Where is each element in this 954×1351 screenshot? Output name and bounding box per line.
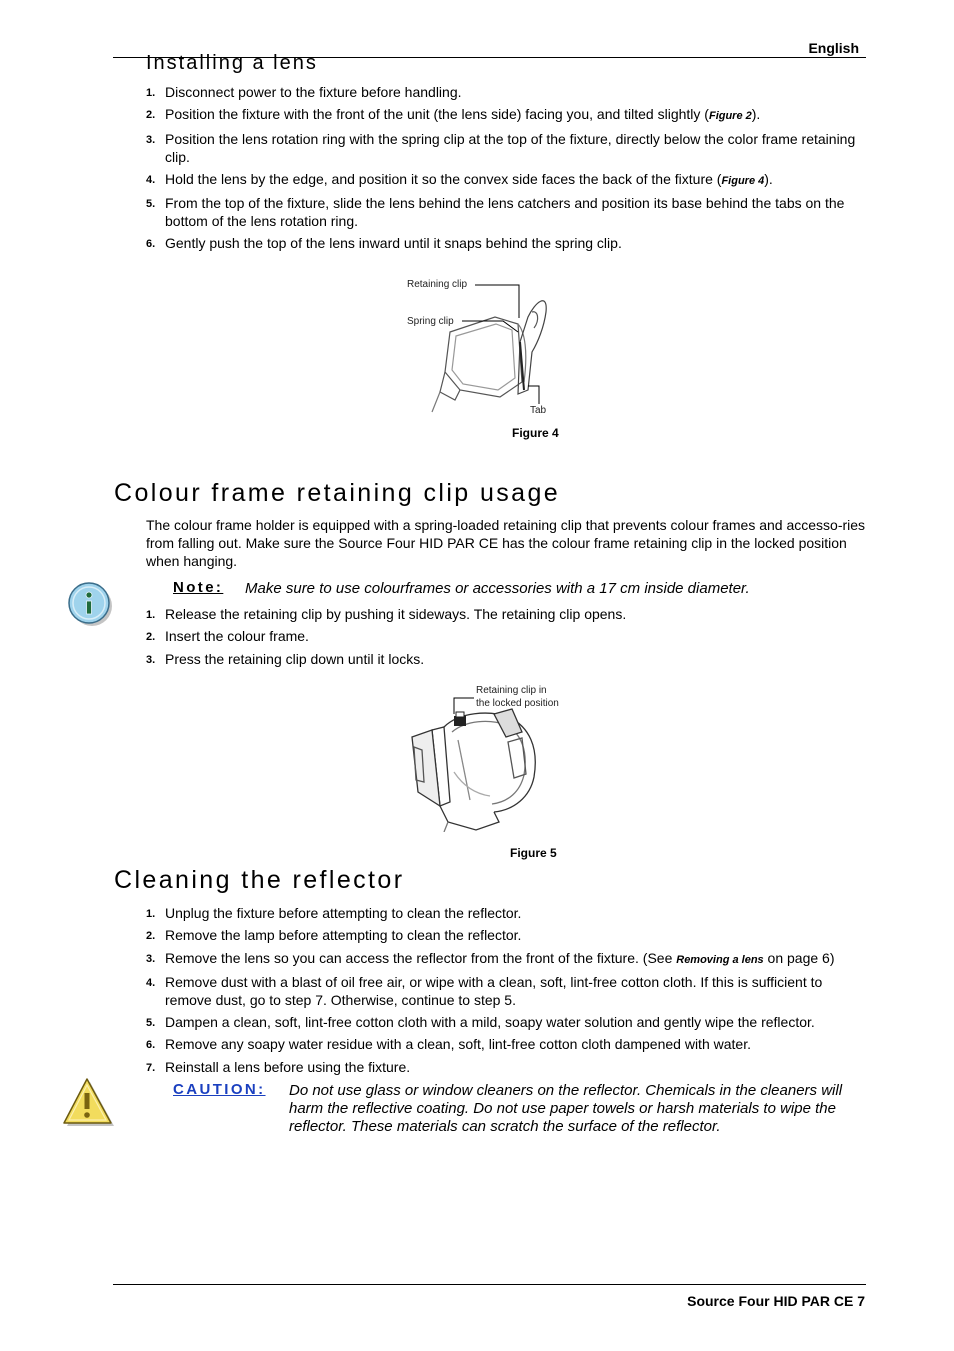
- section-heading-installing-lens: Installing a lens: [146, 52, 318, 74]
- note-label: Note:: [173, 579, 224, 596]
- cross-reference: Removing a lens: [676, 953, 764, 966]
- step-number: 1.: [146, 87, 156, 99]
- list-item: [146, 1058, 866, 1076]
- figure-4-caption: Figure 4: [512, 426, 559, 440]
- step-text: Insert the colour frame.: [165, 628, 309, 645]
- step-text: Gently push the top of the lens inward until it snaps behind the spring clip.: [165, 235, 622, 252]
- step-text: Remove the lamp before attempting to clean the reflector.: [165, 927, 522, 944]
- cross-reference: Figure 2: [708, 110, 752, 123]
- cleaning-steps: [146, 904, 866, 1080]
- step-text: From the top of the fixture, slide the lens behind the lens catchers and position its base behind the tabs on the bottom of the lens rotation ring.: [165, 195, 845, 230]
- footer-rule: [113, 1284, 866, 1285]
- list-item: [146, 194, 866, 230]
- figure-5-caption: Figure 5: [510, 846, 557, 860]
- info-icon: [66, 579, 114, 627]
- step-text: Press the retaining clip down until it locks.: [165, 650, 425, 667]
- list-item: [146, 904, 866, 922]
- step-text: Remove dust with a blast of oil free air, or wipe with a clean, soft, lint-free cotton cloth. If this is sufficient to remove dust, go to step 7. Otherwise, continue to step 5.: [165, 973, 823, 1008]
- step-number: 5.: [146, 198, 156, 211]
- step-text: Remove any soapy water residue with a clean, soft, lint-free cotton cloth dampened with water.: [165, 1036, 751, 1053]
- list-item: [146, 1013, 866, 1031]
- step-text: Position the fixture with the front of the unit (the lens side) facing you, and tilted slightly (Figure 2).: [165, 106, 761, 123]
- figure-4: [400, 272, 570, 422]
- step-number: 6.: [146, 238, 156, 251]
- note-text: Make sure to use colourframes or accessories with a 17 cm inside diameter.: [245, 580, 750, 597]
- list-item: [146, 170, 866, 190]
- step-number: 4.: [146, 173, 156, 186]
- warning-icon: [62, 1077, 116, 1129]
- colour-frame-steps: [146, 605, 866, 672]
- section-heading-colour-frame: Colour frame retaining clip usage: [114, 479, 561, 507]
- step-number: 2.: [146, 109, 156, 122]
- label-retaining-clip-line-2: the locked position: [476, 698, 559, 709]
- footer-text: Source Four HID PAR CE 7: [687, 1293, 865, 1309]
- step-text: Position the lens rotation ring with the spring clip at the top of the fixture, directly below the color frame retaining clip.: [165, 130, 856, 165]
- list-item: [146, 926, 866, 944]
- step-number: 2.: [146, 930, 156, 943]
- step-text: Reinstall a lens before using the fixture.: [165, 1058, 411, 1075]
- label-tab: Tab: [530, 405, 547, 416]
- step-number: 5.: [146, 1017, 156, 1030]
- step-text: Disconnect power to the fixture before handling.: [165, 84, 462, 100]
- step-number: 3.: [146, 952, 156, 965]
- label-spring-clip: Spring clip: [407, 316, 454, 327]
- step-text: Remove the lens so you can access the reflector from the front of the fixture. (See Removing a lens on page 6): [165, 949, 835, 966]
- step-number: 3.: [146, 133, 156, 146]
- step-text: Release the retaining clip by pushing it sideways. The retaining clip opens.: [165, 606, 627, 622]
- list-item: [146, 234, 866, 252]
- colour-frame-intro: The colour frame holder is equipped with a spring-loaded retaining clip that prevents colour frames and accesso-ries from falling out. Make sure the Source Four HID PAR CE has the colour frame retaining clip in the locked position when hanging.: [146, 517, 866, 569]
- installing-lens-steps: [146, 83, 866, 257]
- lens-install-illustration: [400, 272, 570, 422]
- step-number: 1.: [146, 609, 156, 621]
- step-text: Hold the lens by the edge, and position it so the convex side faces the back of the fixture (Figure 4).: [165, 170, 773, 187]
- language-label: English: [808, 40, 859, 56]
- list-item: [146, 105, 866, 125]
- caution-text: Do not use glass or window cleaners on the reflector. Chemicals in the cleaners will harm the reflective coating. Do not use paper towels or harsh materials to wipe the reflector. These materials can scratch the surface of the reflector.: [289, 1082, 843, 1135]
- step-number: 4.: [146, 976, 156, 989]
- list-item: [146, 973, 866, 1009]
- step-text: Unplug the fixture before attempting to clean the reflector.: [165, 905, 522, 921]
- label-retaining-clip: Retaining clip: [407, 279, 468, 290]
- list-item: [146, 627, 866, 645]
- list-item: [146, 650, 866, 668]
- step-number: 1.: [146, 908, 156, 920]
- step-number: 7.: [146, 1061, 156, 1074]
- list-item: [146, 130, 866, 166]
- step-text: Dampen a clean, soft, lint-free cotton cloth with a mild, soapy water solution and gently wipe the reflector.: [165, 1014, 815, 1031]
- figure-5: [404, 682, 584, 832]
- list-item: [146, 949, 866, 969]
- step-number: 3.: [146, 653, 156, 666]
- list-item: [146, 1035, 866, 1053]
- list-item: [146, 605, 866, 623]
- caution-label: CAUTION:: [173, 1081, 266, 1098]
- step-number: 6.: [146, 1039, 156, 1052]
- step-number: 2.: [146, 631, 156, 644]
- label-retaining-clip-line-1: Retaining clip in: [476, 685, 547, 696]
- cross-reference: Figure 4: [721, 174, 765, 187]
- list-item: [146, 83, 866, 101]
- section-heading-cleaning: Cleaning the reflector: [114, 866, 405, 894]
